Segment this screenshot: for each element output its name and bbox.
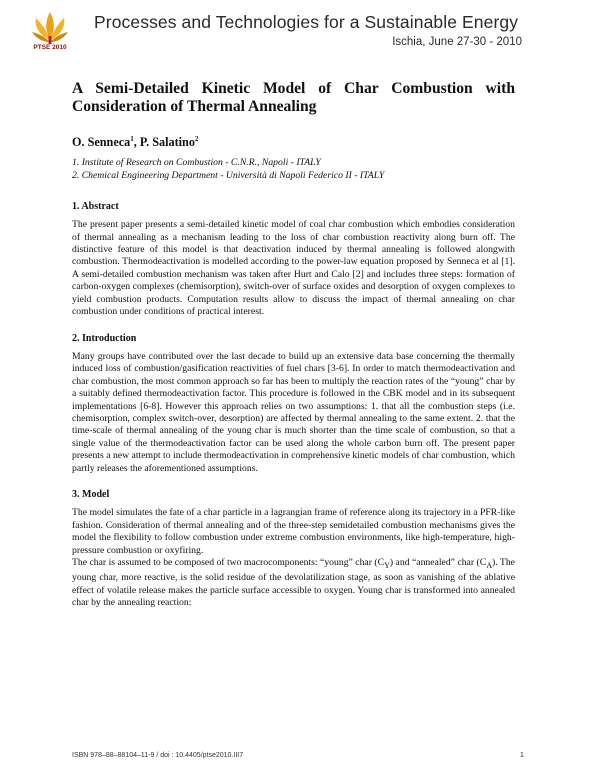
author-name: P. Salatino	[139, 135, 195, 150]
affiliation-line: 1. Institute of Research on Combustion - C.N.R., Napoli - ITALY	[72, 157, 321, 169]
section-model	[72, 489, 515, 610]
author-list	[72, 135, 515, 150]
conference-title: Processes and Technologies for a Sustainable Energy	[94, 12, 519, 32]
section-heading: 2. Introduction	[72, 332, 137, 344]
section-heading: 1. Abstract	[72, 201, 119, 213]
affiliation-line: 2. Chemical Engineering Department - Università di Napoli Federico II - ITALY	[72, 169, 385, 181]
subscript-annealed: A	[486, 560, 493, 570]
model-text-part: ). The young char, more reactive, is the solid residue of the devolatilization stage, as soon as vanishing of the ablative effect of volatile release makes the particle surface accessible to oxygen. Young char is transformed into annealed char by the annealing reaction:	[72, 557, 515, 609]
section-introduction	[72, 333, 515, 476]
paper-body	[72, 80, 515, 610]
section-abstract	[72, 201, 515, 319]
abstract-text: The present paper presents a semi-detailed kinetic model of coal char combustion which embodies consideration of thermal annealing as a mechanism leading to the loss of char combustion reactivity along burn off. The distinctive feature of this model is that deactivation induced by thermal annealing is followed alongwith combustion. Thermodeactivation is modelled according to the power-law equation proposed by Senneca et al [1]. A semi-detailed combustion mechanism was taken after Hurt and Calo [2] and includes three steps: formation of carbon-oxygen complexes (chemisorption), switch-over of surface oxides and desorption of oxygen complexes to yield combustion products. Computation results allow to discuss the impact of thermal annealing on char combustion under conditions of practical interest.	[72, 219, 515, 318]
introduction-text: Many groups have contributed over the last decade to build up an extensive data base concerning the thermally induced loss of combustion/gasification reactivities of fuel chars [3-6]. In order to match thermodeactivation and char combustion, the most common approach so far has been to multiply the reaction rates of the “young” char by a suitably defined thermodeactivation factor. This procedure is followed in the CBK model and in its subsequent implementations [6-8]. However this approach relies on two assumptions: 1. that all the combustion steps (i.e. chemisorption, complex switch-over, desorption) are affected by thermal annealing to the same extent. 2. that the time-scale of thermal annealing of the young char is much shorter than the time scale of combustion, so that a single value of the thermodeactivation factor can be used along the whole carbon burn off. The present paper presents a new attempt to include thermodeactivation in comprehensive kinetic models of char combustion, which partly releases the aforementioned assumptions.	[72, 350, 515, 474]
author-name: O. Senneca	[72, 135, 131, 150]
model-text-part: ) and “annealed” char (C	[389, 557, 487, 569]
footer-isbn-doi: ISBN 978–88–88104–11-9 / doi : 10.4405/ptse2010.III7	[72, 752, 244, 759]
section-heading: 3. Model	[72, 489, 110, 501]
logo-caption: PTSE 2010	[33, 44, 67, 51]
model-text-paragraph-1: The model simulates the fate of a char particle in a lagrangian frame of reference along its trajectory in a PFR-like fashion. Consideration of thermal annealing and of the three-step semidetailed combustion mechanisms gives the model the flexibility to follow combustion under extreme combustion environments, like high-temperature, high-pressure combustion or oxyfiring.	[72, 507, 515, 556]
author-separator: ,	[133, 135, 140, 150]
page-header	[0, 0, 600, 62]
paper-title: A Semi-Detailed Kinetic Model of Char Combustion with Consideration of Thermal Annealing	[72, 80, 515, 115]
author-affiliation-mark: 1	[130, 135, 134, 143]
model-text-part: The char is assumed to be composed of two macrocomponents: “young” char (C	[72, 557, 385, 569]
affiliations	[72, 157, 515, 182]
subscript-young: Y	[384, 560, 390, 570]
conference-location-date: Ischia, June 27-30 - 2010	[392, 36, 522, 48]
model-text-paragraph-2	[72, 557, 515, 610]
author-affiliation-mark: 2	[194, 135, 199, 143]
page-number: 1	[520, 752, 524, 759]
